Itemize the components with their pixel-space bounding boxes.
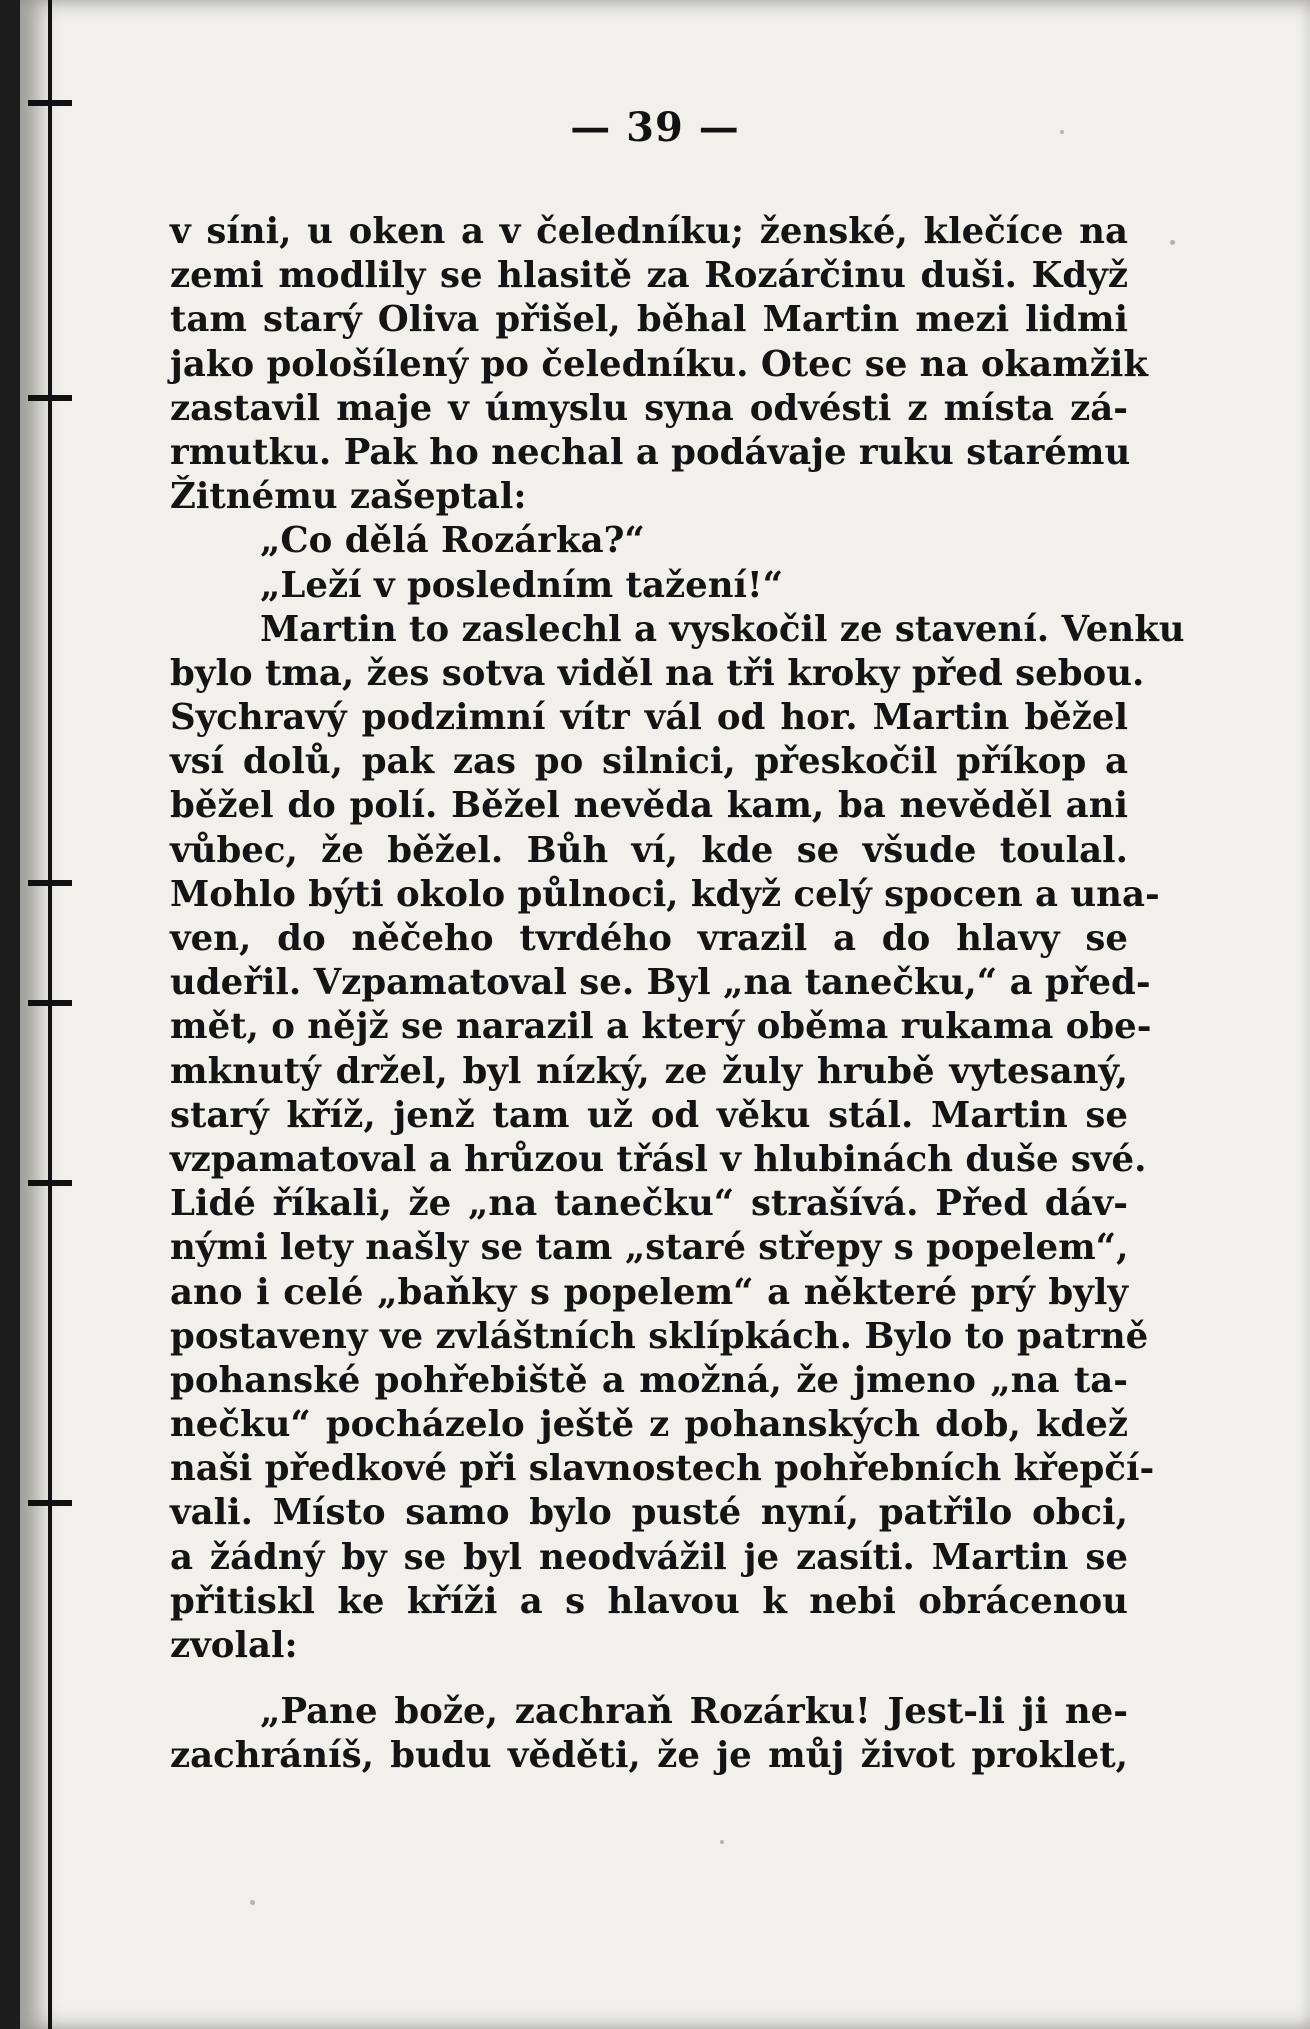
text-line: mět, o nějž se narazil a který oběma rukama obe-	[170, 1006, 1152, 1048]
text-line: rmutku. Pak ho nechal a podávaje ruku starému	[170, 431, 1131, 473]
binding-mark	[28, 395, 72, 401]
paper-speck	[1170, 240, 1175, 245]
text-line: udeřil. Vzpamatoval se. Byl „na tanečku,“ a před-	[170, 962, 1151, 1004]
text-line: vsí dolů, pak zas po silnici, přeskočil příkop a	[170, 741, 1128, 783]
text-line: ano i celé „baňky s popelem“ a některé prý byly	[170, 1271, 1128, 1313]
dialogue-line: „Co dělá Rozárka?“	[260, 520, 645, 562]
text-line: zachráníš, budu věděti, že je můj život proklet,	[170, 1735, 1128, 1777]
text-line: bylo tma, žes sotva viděl na tři kroky před sebou.	[170, 652, 1145, 694]
binding-mark	[28, 880, 72, 886]
text-line: přitiskl ke kříži a s hlavou k nebi obrácenou	[170, 1580, 1128, 1622]
text-line: naši předkové při slavnostech pohřebních křepčí-	[170, 1448, 1155, 1490]
text-line: vůbec, že běžel. Bůh ví, kde se všude toulal.	[170, 829, 1128, 871]
text-line: v síni, u oken a v čeledníku; ženské, klečíce na	[170, 211, 1128, 252]
text-line: jako pološílený po čeledníku. Otec se na okamžik	[170, 343, 1148, 385]
text-line: tam starý Oliva přišel, běhal Martin mezi lidmi	[170, 299, 1128, 341]
text-line: Žitnému zašeptal:	[170, 476, 527, 518]
binding-mark	[28, 1000, 72, 1006]
text-line: zvolal:	[170, 1625, 298, 1666]
text-line: nými lety našly se tam „staré střepy s popelem“,	[170, 1227, 1129, 1269]
paragraph-start-line: Martin to zaslechl a vyskočil ze stavení. Venku	[260, 608, 1185, 650]
text-line: Lidé říkali, že „na tanečku“ strašívá. Před dáv-	[170, 1183, 1128, 1225]
dialogue-line: „Leží v posledním tažení!“	[260, 564, 784, 606]
paragraph-gap	[170, 1668, 1128, 1690]
binding-mark	[28, 1180, 72, 1186]
text-line: starý kříž, jenž tam už od věku stál. Martin se	[170, 1094, 1128, 1136]
text-line: zastavil maje v úmyslu syna odvésti z místa zá-	[170, 387, 1128, 429]
text-line: zemi modlily se hlasitě za Rozárčinu duši. Když	[170, 255, 1128, 297]
paper-speck	[250, 1900, 255, 1905]
text-line: mknutý držel, byl nízký, ze žuly hrubě vytesaný,	[170, 1050, 1128, 1092]
paper-speck	[720, 1840, 724, 1844]
text-line: Sychravý podzimní vítr vál od hor. Martin běžel	[170, 697, 1128, 739]
text-line: vzpamatoval a hrůzou třásl v hlubinách duše své.	[170, 1138, 1147, 1180]
text-line: nečku“ pocházelo ještě z pohanských dob, kdež	[170, 1404, 1128, 1446]
text-line: Mohlo býti okolo půlnoci, když celý spocen a una-	[170, 873, 1160, 915]
binding-edge	[48, 0, 52, 2029]
binding-mark	[28, 1500, 72, 1506]
page-text	[170, 210, 1185, 1779]
text-line: pohanské pohřebiště a možná, že jmeno „na ta-	[170, 1359, 1128, 1401]
text-line: postaveny ve zvláštních sklípkách. Bylo to patrně	[170, 1315, 1149, 1357]
text-line: vali. Místo samo bylo pusté nyní, patřilo obci,	[170, 1492, 1128, 1534]
text-line: a žádný by se byl neodvážil je zasíti. Martin se	[170, 1536, 1128, 1578]
paragraph-start-line: „Pane bože, zachraň Rozárku! Jest-li ji ne-	[260, 1691, 1128, 1733]
page-number: — 39 —	[570, 104, 740, 151]
text-line: běžel do polí. Běžel nevěda kam, ba nevěděl ani	[170, 785, 1128, 827]
text-line: ven, do něčeho tvrdého vrazil a do hlavy se	[170, 918, 1128, 959]
